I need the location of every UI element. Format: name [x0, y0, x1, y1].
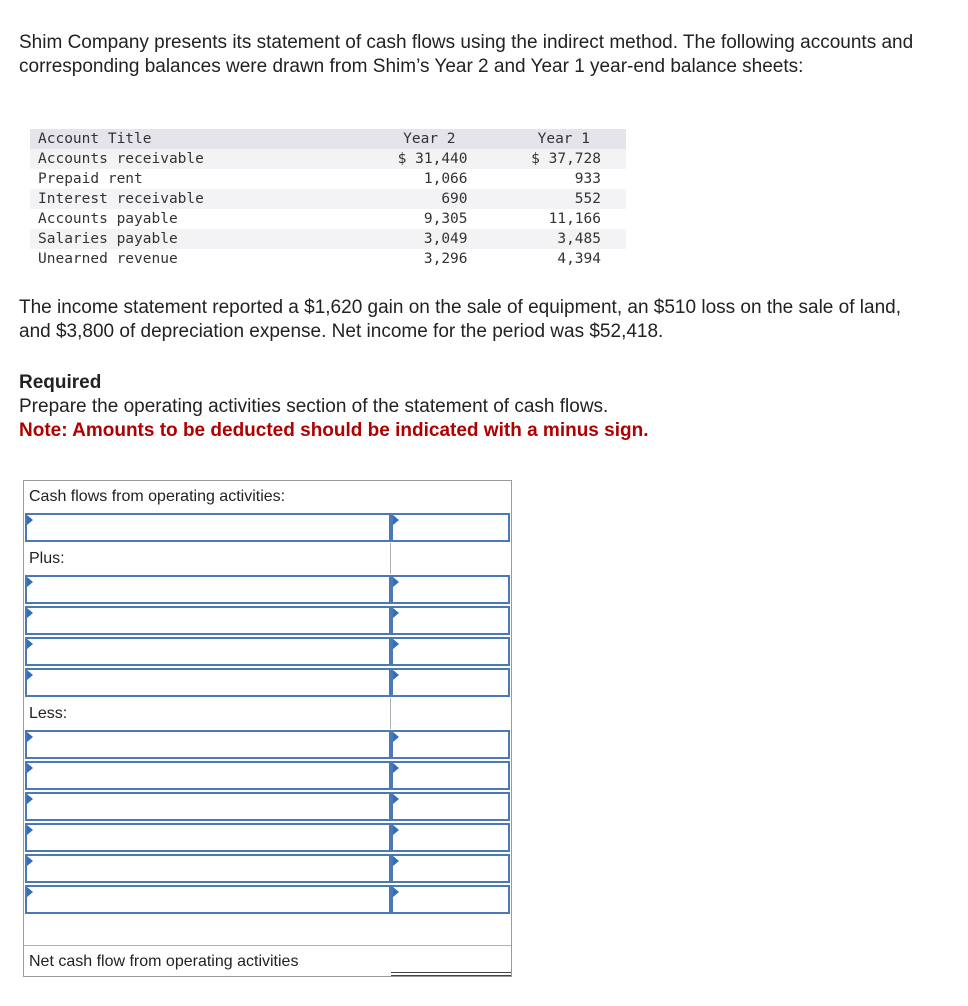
worksheet-row — [24, 605, 511, 636]
worksheet-row — [24, 729, 511, 760]
dropdown-marker-icon — [393, 670, 399, 680]
account-title: Interest receivable — [30, 189, 334, 209]
year1-value: 933 — [468, 169, 626, 189]
worksheet-row — [24, 791, 511, 822]
net-cash-flow-label: Net cash flow from operating activities — [24, 945, 391, 976]
year2-value: 9,305 — [334, 209, 467, 229]
dropdown-marker-icon — [27, 639, 33, 649]
account-title: Prepaid rent — [30, 169, 334, 189]
dropdown-marker-icon — [393, 763, 399, 773]
worksheet-header: Cash flows from operating activities: — [29, 488, 286, 505]
amount-input[interactable] — [391, 761, 510, 790]
amount-input[interactable] — [391, 513, 510, 542]
double-underline — [391, 972, 511, 976]
amount-input[interactable] — [391, 575, 510, 604]
dropdown-marker-icon — [393, 856, 399, 866]
year2-value: 3,296 — [334, 249, 467, 269]
dropdown-marker-icon — [27, 608, 33, 618]
year1-value: 3,485 — [468, 229, 626, 249]
required-instruction: Prepare the operating activities section of the statement of cash flows. — [19, 396, 609, 417]
dropdown-marker-icon — [27, 670, 33, 680]
worksheet-row — [24, 822, 511, 853]
required-section — [19, 371, 919, 443]
dropdown-marker-icon — [393, 732, 399, 742]
amount-input[interactable] — [391, 885, 510, 914]
income-statement-text: The income statement reported a $1,620 gain on the sale of equipment, an $510 loss on the sale of land, and $3,800 of depreciation expense. Net income for the period was $52,418. — [19, 297, 901, 342]
year2-value: $ 31,440 — [334, 149, 467, 169]
line-item-input[interactable] — [25, 730, 391, 759]
net-cash-flow-amount[interactable] — [391, 945, 511, 976]
problem-intro: Shim Company presents its statement of cash flows using the indirect method. The following accounts and corresponding balances were drawn from Shim’s Year 2 and Year 1 year-end balance sheets: — [19, 32, 914, 77]
table-row — [30, 229, 626, 249]
net-cash-flow-row — [24, 945, 511, 976]
dropdown-marker-icon — [27, 732, 33, 742]
line-item-input[interactable] — [25, 792, 391, 821]
dropdown-marker-icon — [393, 639, 399, 649]
year1-value: 4,394 — [468, 249, 626, 269]
amount-input[interactable] — [391, 730, 510, 759]
line-item-input[interactable] — [25, 513, 391, 542]
account-title: Salaries payable — [30, 229, 334, 249]
line-item-input[interactable] — [25, 854, 391, 883]
worksheet-row — [24, 512, 511, 543]
dropdown-marker-icon — [393, 825, 399, 835]
dropdown-marker-icon — [27, 887, 33, 897]
dropdown-marker-icon — [27, 856, 33, 866]
year2-value: 3,049 — [334, 229, 467, 249]
plus-label: Plus: — [24, 543, 391, 574]
dropdown-marker-icon — [393, 577, 399, 587]
account-title: Accounts receivable — [30, 149, 334, 169]
operating-activities-worksheet — [23, 480, 512, 977]
year2-value: 1,066 — [334, 169, 467, 189]
dropdown-marker-icon — [27, 577, 33, 587]
less-amount-cell — [391, 698, 511, 729]
worksheet-row — [24, 884, 511, 915]
amount-input[interactable] — [391, 823, 510, 852]
amount-input[interactable] — [391, 606, 510, 635]
dropdown-marker-icon — [393, 608, 399, 618]
col-header-year1: Year 1 — [468, 129, 626, 149]
table-row — [30, 209, 626, 229]
col-header-year2: Year 2 — [334, 129, 467, 149]
col-header-account: Account Title — [30, 129, 334, 149]
year2-value: 690 — [334, 189, 467, 209]
dropdown-marker-icon — [27, 825, 33, 835]
required-heading: Required — [19, 372, 102, 393]
dropdown-marker-icon — [393, 794, 399, 804]
less-label: Less: — [24, 698, 391, 729]
line-item-input[interactable] — [25, 575, 391, 604]
amount-input[interactable] — [391, 637, 510, 666]
worksheet-row — [24, 667, 511, 698]
balance-sheet-table — [30, 129, 626, 269]
line-item-input[interactable] — [25, 637, 391, 666]
worksheet-row — [24, 853, 511, 884]
line-item-input[interactable] — [25, 668, 391, 697]
dropdown-marker-icon — [27, 515, 33, 525]
worksheet-row — [24, 636, 511, 667]
year1-value: $ 37,728 — [468, 149, 626, 169]
table-row — [30, 189, 626, 209]
line-item-input[interactable] — [25, 761, 391, 790]
table-row — [30, 169, 626, 189]
table-row — [30, 249, 626, 269]
year1-value: 11,166 — [468, 209, 626, 229]
dropdown-marker-icon — [393, 887, 399, 897]
less-row — [24, 698, 511, 729]
table-row — [30, 149, 626, 169]
line-item-input[interactable] — [25, 606, 391, 635]
plus-row — [24, 543, 511, 574]
plus-amount-cell — [391, 543, 511, 574]
dropdown-marker-icon — [393, 515, 399, 525]
line-item-input[interactable] — [25, 823, 391, 852]
amount-input[interactable] — [391, 668, 510, 697]
deduction-note: Note: Amounts to be deducted should be indicated with a minus sign. — [19, 420, 649, 441]
worksheet-row — [24, 760, 511, 791]
year1-value: 552 — [468, 189, 626, 209]
line-item-input[interactable] — [25, 885, 391, 914]
dropdown-marker-icon — [27, 794, 33, 804]
account-title: Accounts payable — [30, 209, 334, 229]
amount-input[interactable] — [391, 854, 510, 883]
account-title: Unearned revenue — [30, 249, 334, 269]
dropdown-marker-icon — [27, 763, 33, 773]
worksheet-row — [24, 574, 511, 605]
amount-input[interactable] — [391, 792, 510, 821]
table-header-row — [30, 129, 626, 149]
